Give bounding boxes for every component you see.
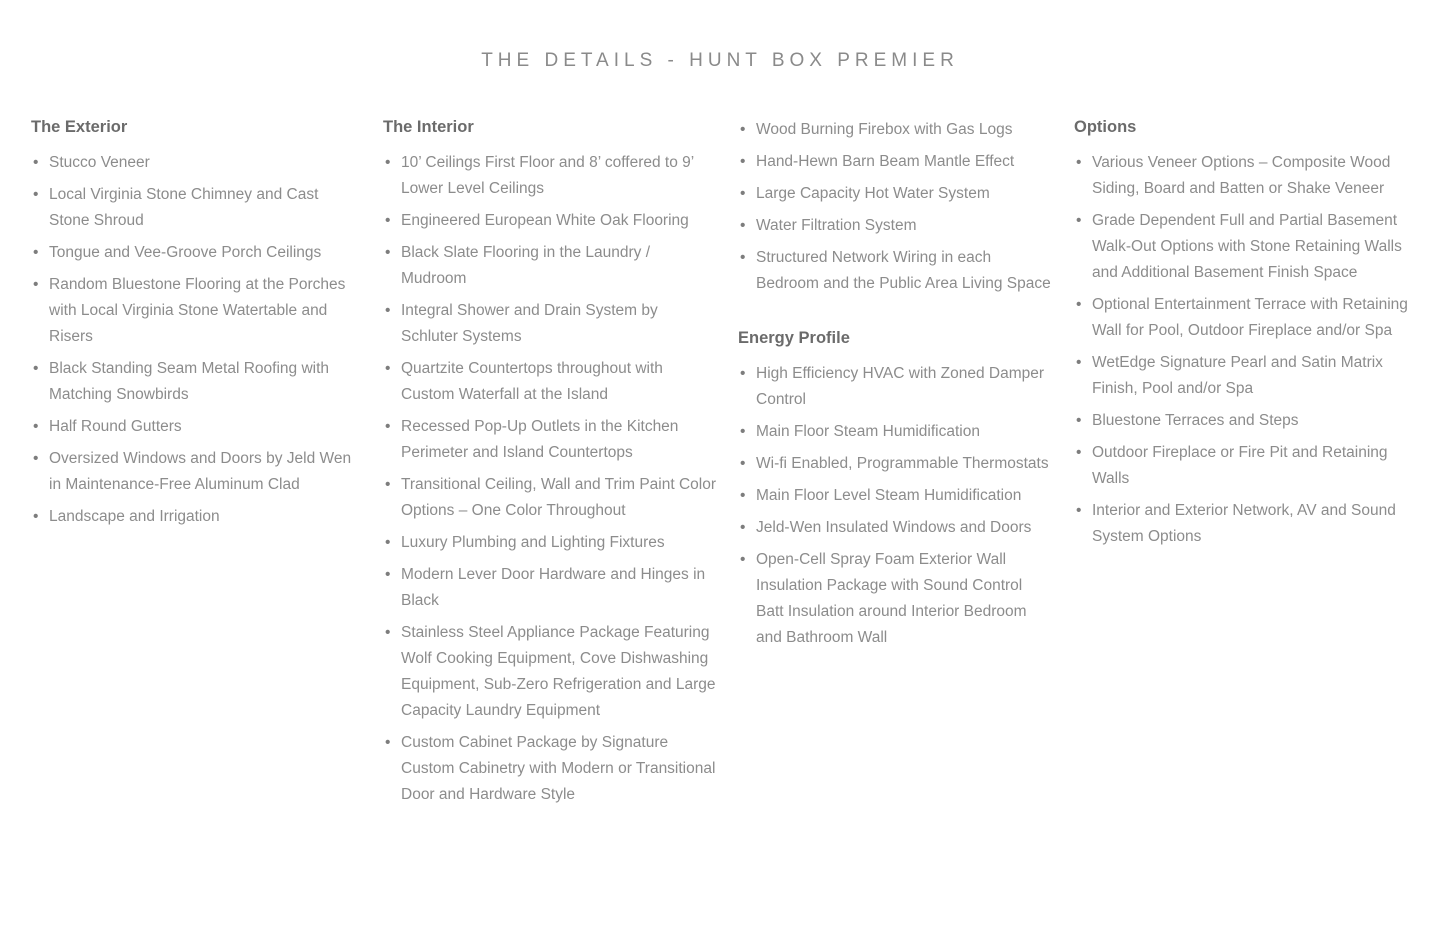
list-item: • Recessed Pop-Up Outlets in the Kitchen Perimeter and Island Countertops [383,414,716,466]
list-item: • High Efficiency HVAC with Zoned Damper Control [738,361,1052,413]
feature-list [31,150,361,530]
list-item: • Wi-fi Enabled, Programmable Thermostats [738,451,1052,477]
list-item: • Transitional Ceiling, Wall and Trim Paint Color Options – One Color Throughout [383,472,716,524]
column-3 [1074,117,1414,556]
list-item: • 10’ Ceilings First Floor and 8’ coffered to 9’ Lower Level Ceilings [383,150,716,202]
list-item: • Large Capacity Hot Water System [738,181,1052,207]
list-item: • Hand-Hewn Barn Beam Mantle Effect [738,149,1052,175]
list-item: • Wood Burning Firebox with Gas Logs [738,117,1052,143]
list-item: • Tongue and Vee-Groove Porch Ceilings [31,240,361,266]
list-item: • Structured Network Wiring in each Bedroom and the Public Area Living Space [738,245,1052,297]
list-item: • Integral Shower and Drain System by Schluter Systems [383,298,716,350]
list-item: • Outdoor Fireplace or Fire Pit and Retaining Walls [1074,440,1414,492]
list-item: • Modern Lever Door Hardware and Hinges in Black [383,562,716,614]
feature-list [738,361,1052,651]
section-heading: The Interior [383,118,474,136]
list-item: • Half Round Gutters [31,414,361,440]
list-item: • Random Bluestone Flooring at the Porches with Local Virginia Stone Watertable and Risers [31,272,361,350]
list-item: • Luxury Plumbing and Lighting Fixtures [383,530,716,556]
column-2 [738,117,1052,657]
list-item: • Stainless Steel Appliance Package Featuring Wolf Cooking Equipment, Cove Dishwashing Equipment, Sub-Zero Refrigeration and Large Capacity Laundry Equipment [383,620,716,724]
section [383,117,716,808]
list-item: • Main Floor Level Steam Humidification [738,483,1052,509]
list-item: • Engineered European White Oak Flooring [383,208,716,234]
list-item: • Black Standing Seam Metal Roofing with Matching Snowbirds [31,356,361,408]
list-item: • Oversized Windows and Doors by Jeld Wen in Maintenance-Free Aluminum Clad [31,446,361,498]
list-item: • Jeld-Wen Insulated Windows and Doors [738,515,1052,541]
list-item: • Open-Cell Spray Foam Exterior Wall Insulation Package with Sound Control Batt Insulation around Interior Bedroom and Bathroom Wall [738,547,1052,651]
list-item: • Stucco Veneer [31,150,361,176]
list-item: • Bluestone Terraces and Steps [1074,408,1414,434]
details-page [0,50,1440,814]
list-item: • Water Filtration System [738,213,1052,239]
feature-list [1074,150,1414,550]
column-0 [31,117,361,536]
list-item: • Local Virginia Stone Chimney and Cast Stone Shroud [31,182,361,234]
columns-container [31,117,1440,814]
list-item: • Black Slate Flooring in the Laundry / Mudroom [383,240,716,292]
column-1 [383,117,716,814]
section [1074,117,1414,550]
section [31,117,361,530]
list-item: • Optional Entertainment Terrace with Retaining Wall for Pool, Outdoor Fireplace and/or Spa [1074,292,1414,344]
section-heading: Options [1074,118,1137,136]
list-item: • Quartzite Countertops throughout with Custom Waterfall at the Island [383,356,716,408]
list-item: • Interior and Exterior Network, AV and Sound System Options [1074,498,1414,550]
list-item: • WetEdge Signature Pearl and Satin Matrix Finish, Pool and/or Spa [1074,350,1414,402]
list-item: • Various Veneer Options – Composite Wood Siding, Board and Batten or Shake Veneer [1074,150,1414,202]
list-item: • Custom Cabinet Package by Signature Custom Cabinetry with Modern or Transitional Door and Hardware Style [383,730,716,808]
section [738,117,1052,297]
list-item: • Grade Dependent Full and Partial Basement Walk-Out Options with Stone Retaining Walls and Additional Basement Finish Space [1074,208,1414,286]
section [738,328,1052,651]
section-heading: Energy Profile [738,329,850,347]
feature-list [383,150,716,808]
page-title: THE DETAILS - HUNT BOX PREMIER [481,50,959,71]
list-item: • Main Floor Steam Humidification [738,419,1052,445]
section-heading: The Exterior [31,118,128,136]
list-item: • Landscape and Irrigation [31,504,361,530]
feature-list [738,117,1052,297]
